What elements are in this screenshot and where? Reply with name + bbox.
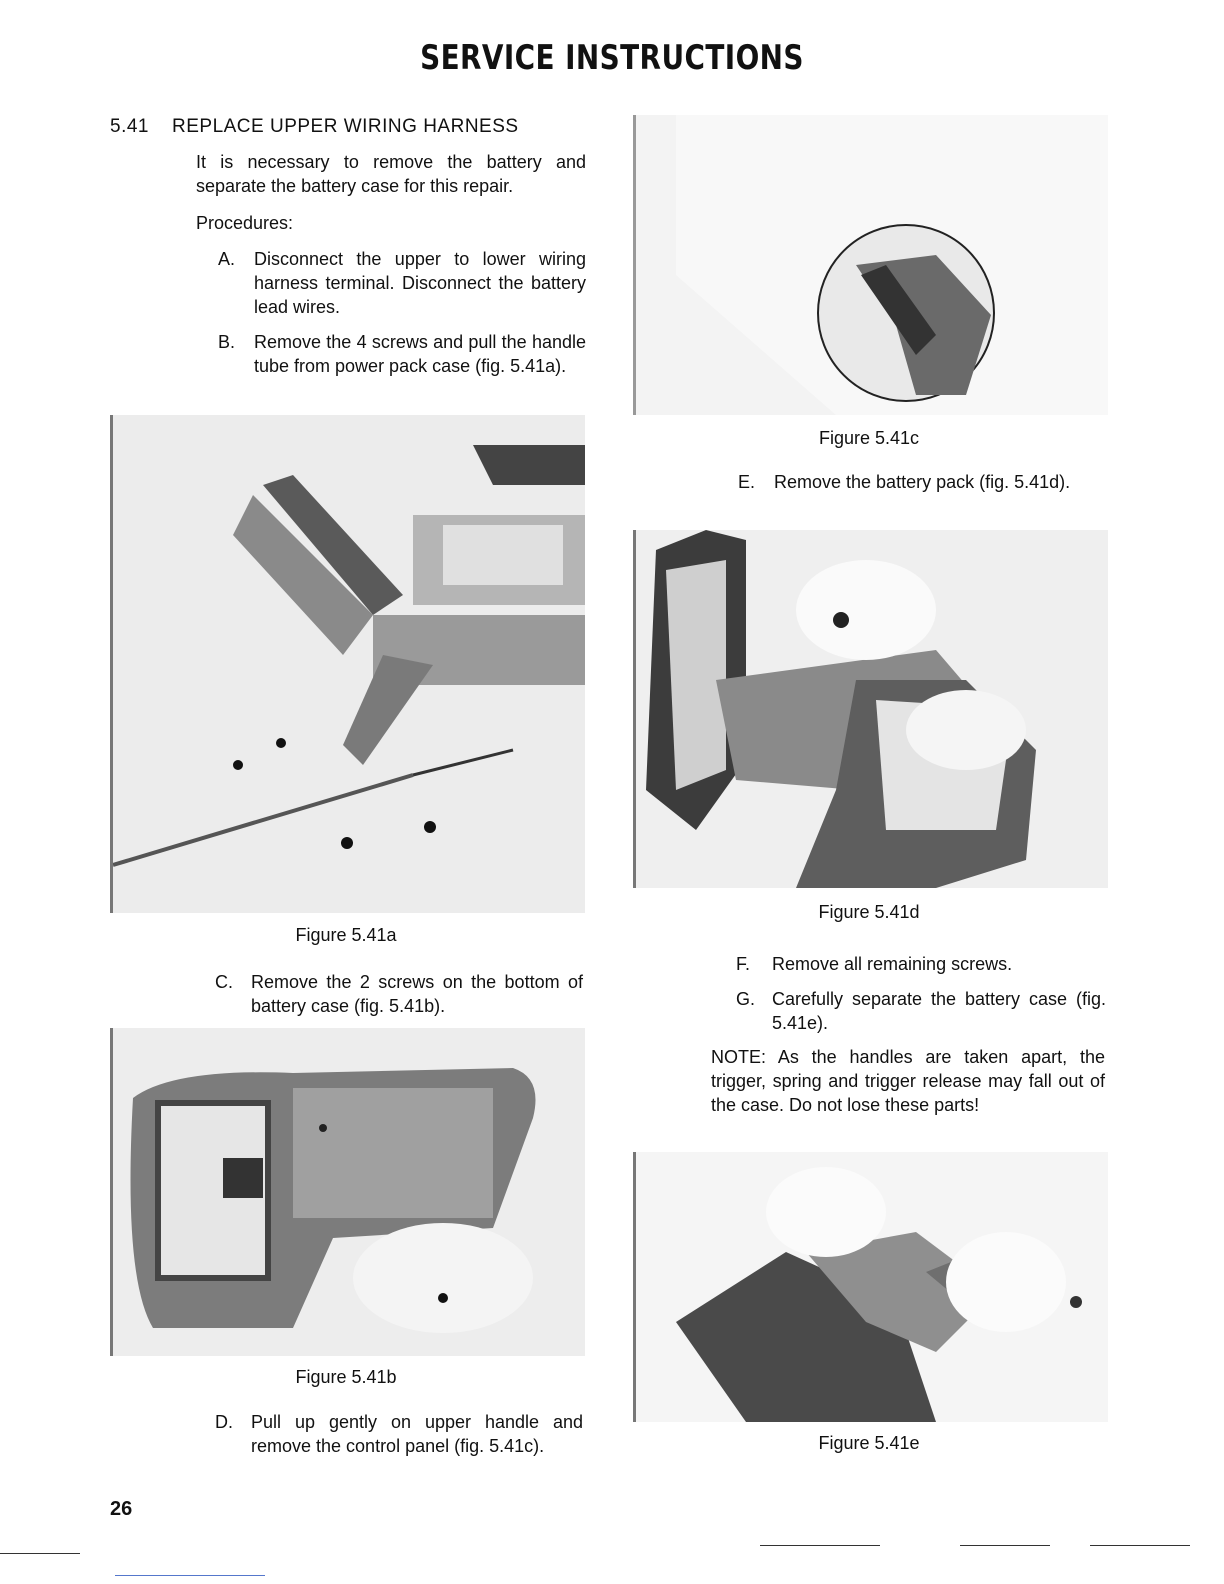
step-letter: B. [218, 332, 236, 352]
scan-artifact-line [760, 1545, 880, 1546]
step-text: Remove the 4 screws and pull the handle tube from power pack case (fig. 5.41a). [254, 332, 586, 376]
figure-5-41e-photo [633, 1152, 1108, 1422]
step-text: Disconnect the upper to lower wiring harness terminal. Disconnect the battery lead wires. [254, 249, 586, 317]
step-letter: C. [215, 972, 233, 992]
figure-5-41e-caption: Figure 5.41e [818, 1433, 920, 1453]
step-g [736, 987, 1106, 1035]
control-panel-illustration [636, 115, 1108, 415]
intro-paragraph: It is necessary to remove the battery and separate the battery case for this repair. [196, 152, 586, 196]
page-title: SERVICE INSTRUCTIONS [420, 38, 804, 78]
section-heading [110, 116, 519, 138]
step-letter: F. [736, 954, 751, 974]
step-d [215, 1410, 583, 1458]
step-text: Remove all remaining screws. [772, 954, 1013, 974]
step-letter: G. [736, 989, 756, 1009]
caution-note: NOTE: As the handles are taken apart, the trigger, spring and trigger release may fall out of the case. Do not lose these parts! [711, 1047, 1105, 1115]
figure-5-41c-caption: Figure 5.41c [818, 428, 920, 448]
battery-pack-illustration [636, 530, 1108, 888]
step-a [218, 247, 586, 319]
step-text: Remove the battery pack (fig. 5.41d). [774, 472, 1071, 492]
page-number: 26 [110, 1498, 133, 1520]
scan-artifact-line [1090, 1545, 1190, 1546]
figure-5-41d-photo [633, 530, 1108, 888]
figure-5-41b-caption: Figure 5.41b [295, 1367, 397, 1387]
figure-5-41a-photo [110, 415, 585, 913]
step-e [738, 470, 1105, 494]
scan-artifact-line [960, 1545, 1050, 1546]
scan-artifact-line [115, 1575, 265, 1576]
handle-tube-illustration [113, 415, 585, 913]
section-number: 5.41 [110, 116, 149, 137]
figure-5-41d-caption: Figure 5.41d [818, 902, 920, 922]
step-letter: A. [218, 249, 236, 269]
figure-5-41c-photo [633, 115, 1108, 415]
section-title: REPLACE UPPER WIRING HARNESS [172, 116, 519, 137]
step-f [736, 952, 1106, 976]
figure-5-41b-photo [110, 1028, 585, 1356]
figure-5-41a-caption: Figure 5.41a [295, 925, 397, 945]
battery-case-illustration [113, 1028, 585, 1356]
step-letter: D. [215, 1412, 233, 1432]
step-c [215, 970, 583, 1018]
step-b [218, 330, 586, 378]
separate-case-illustration [636, 1152, 1108, 1422]
step-letter: E. [738, 472, 756, 492]
step-text: Carefully separate the battery case (fig. 5.41e). [772, 989, 1106, 1033]
procedures-label: Procedures: [196, 213, 294, 233]
scan-artifact-line [0, 1553, 80, 1554]
step-text: Pull up gently on upper handle and remove the control panel (fig. 5.41c). [251, 1412, 583, 1456]
step-text: Remove the 2 screws on the bottom of battery case (fig. 5.41b). [251, 972, 583, 1016]
